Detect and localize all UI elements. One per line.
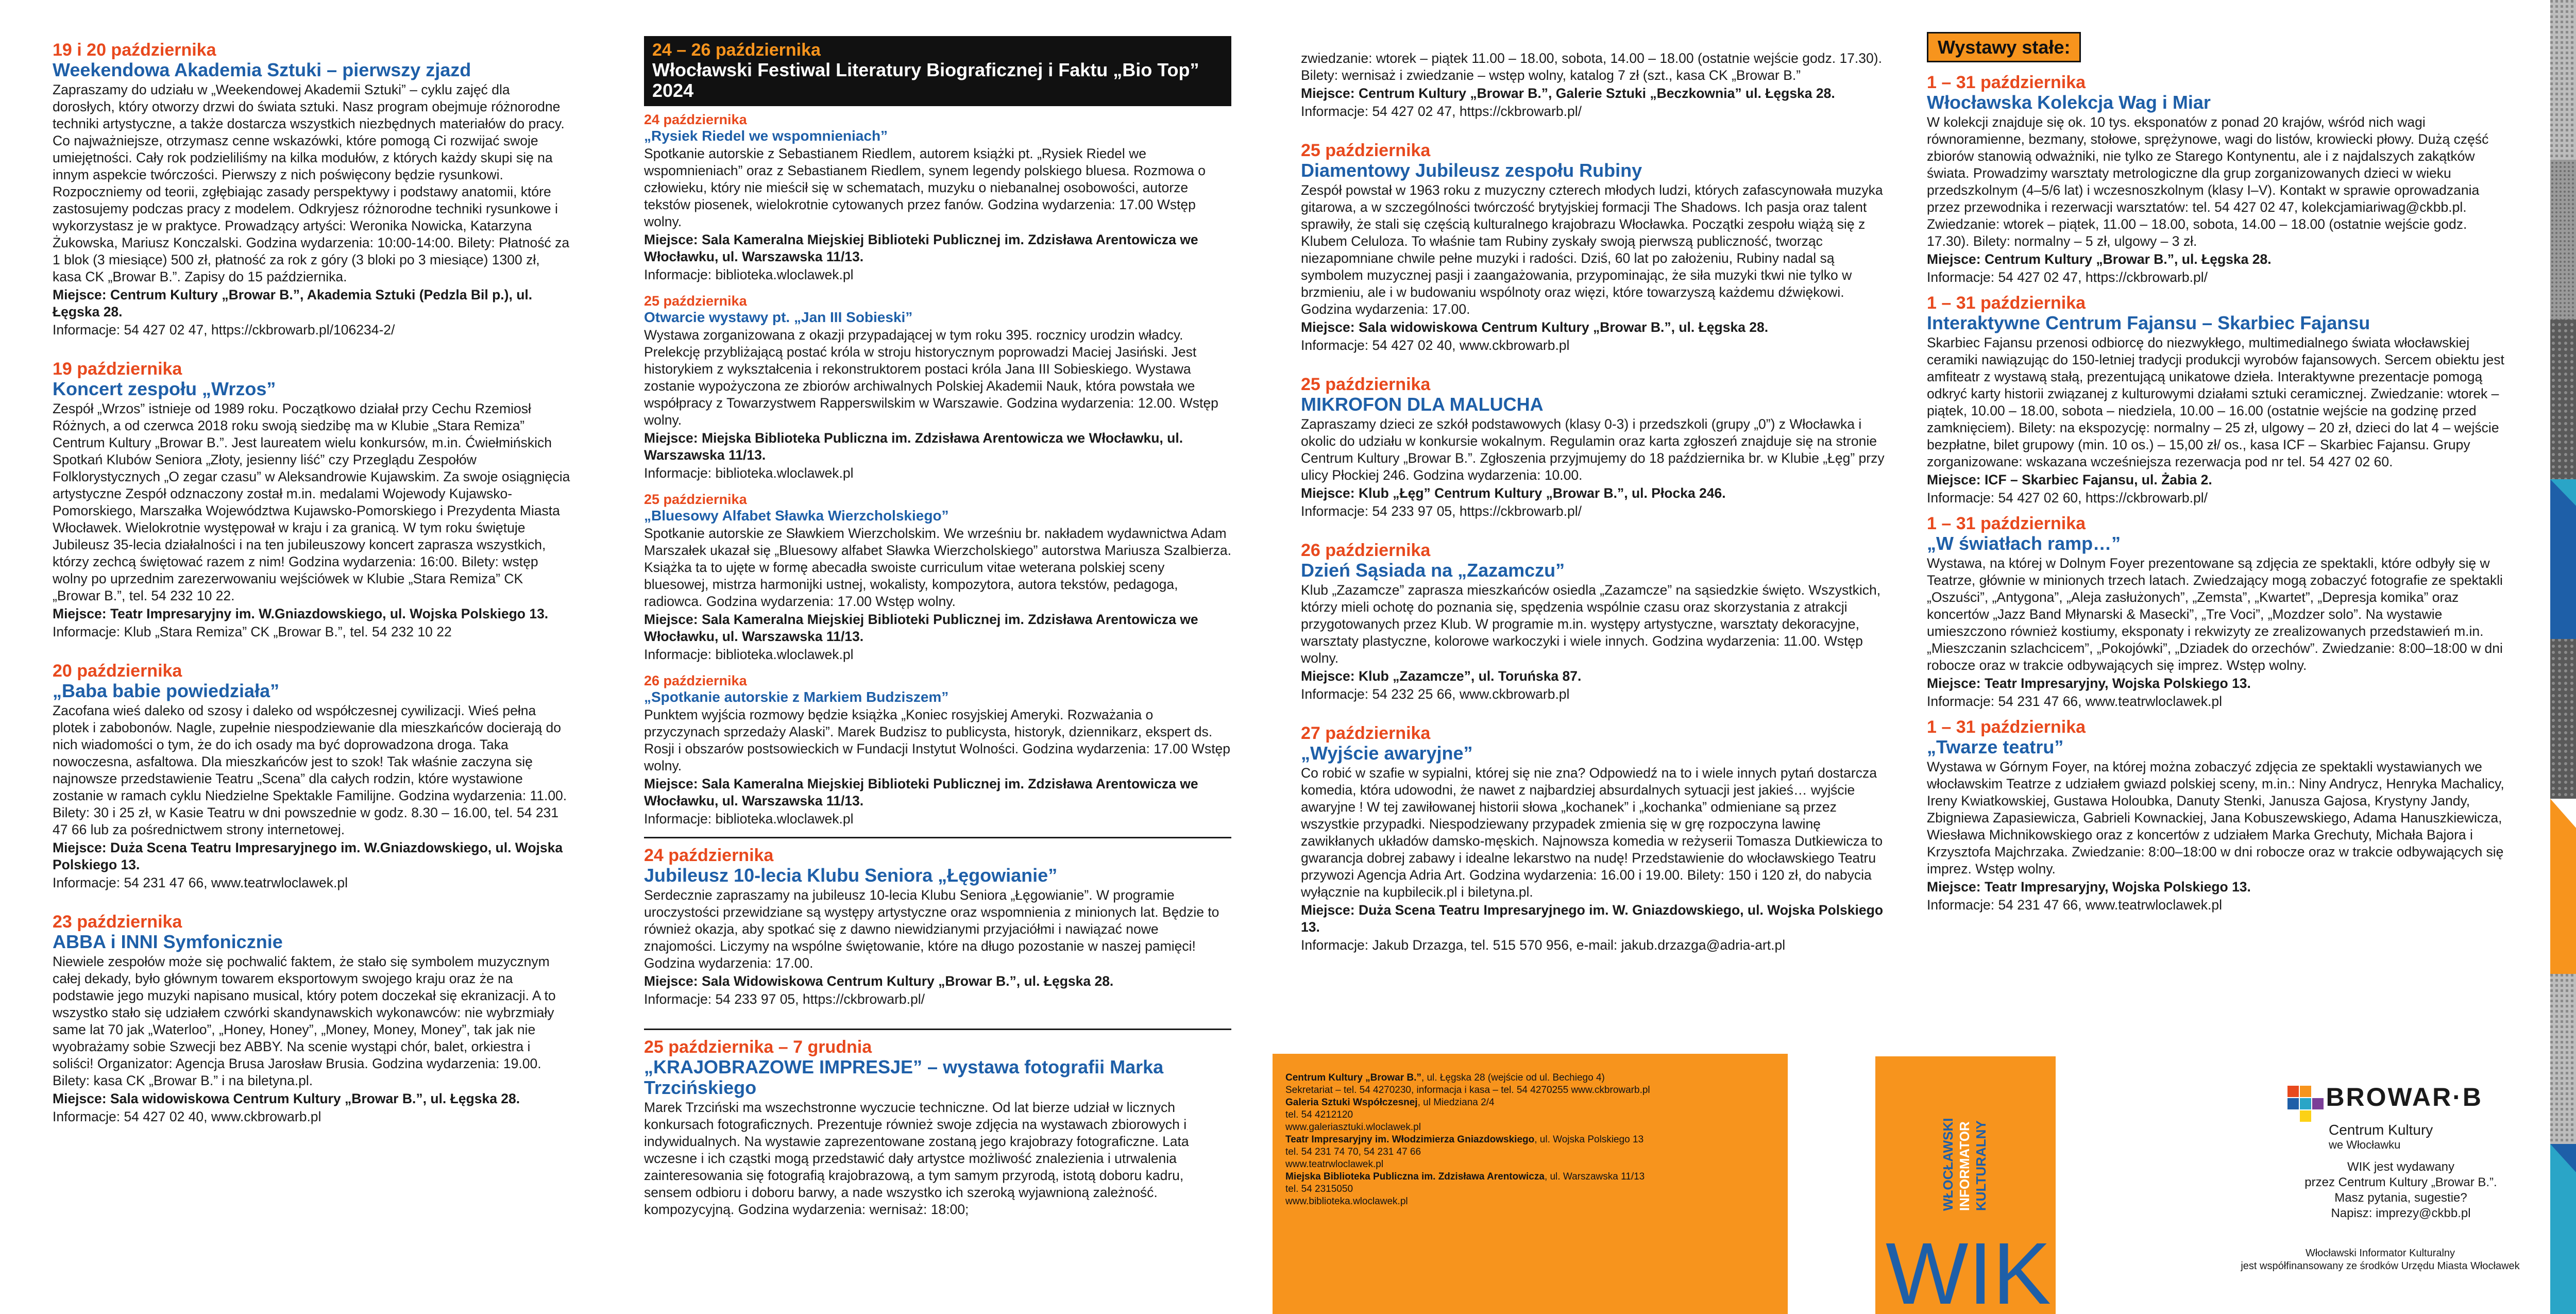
- blue-triangle: [2550, 479, 2576, 639]
- event-title: Dzień Sąsiada na „Zazamczu”: [1301, 560, 1565, 581]
- event-place: Miejsce: Sala Kameralna Miejskiej Biblioteki Publicznej im. Zdzisława Arentowicza we Włocławku, ul. Warszawska 11/13.: [644, 776, 1198, 808]
- event-info: Informacje: 54 427 02 47, https://ckbrowarb.pl/: [1927, 269, 2208, 285]
- column-3: [1301, 49, 1888, 974]
- event-date: 1 – 31 października: [1927, 514, 2086, 533]
- footer-line: www.teatrwloclawek.pl: [1285, 1159, 1384, 1170]
- column-4: [1927, 32, 2512, 921]
- event-body: Co robić w szafie w sypialni, której się nie zna? Odpowiedź na to i wiele innych pytań dostarcza komedia, która udowodni, że nawet z najbardziej absurdalnych sytuacji jest jakieś… wyjście awaryjne ! W tej zawiłowanej historii słowa „kochanek” i „kochanka” odmieniane są przez wszystkie przypadki. Niespodziewany przypadek zmienia się w grę rozpoczyna lawinę zawikłanych układów damsko-męskich. Najnowsza komedia w reżyserii Tomasza Dutkiewicza to gwarancja dobrej zabawy i idealne lekarstwo na nudę! Przedstawienie do włocławskiego Teatru przywozi Agencja Adria Art. Godzina wydarzenia: 16.00 i 19.00. Bilety: 150 i 120 zł, do nabycia wyłącznie na kupbilecik.pl i biletyna.pl.: [1301, 765, 1883, 900]
- footer-line: Centrum Kultury „Browar B.”, ul. Łęgska 28 (wejście od ul. Bechiego 4): [1285, 1072, 1605, 1083]
- event-date: 27 października: [1301, 723, 1431, 743]
- footer-line: www.galeriasztuki.wloclawek.pl: [1285, 1122, 1421, 1133]
- event-info: Informacje: biblioteka.wloclawek.pl: [644, 811, 854, 827]
- events-list-4: [1927, 73, 2512, 914]
- footer-line: Teatr Impresaryjny im. Włodzimierza Gniazdowskiego, ul. Wojska Polskiego 13: [1285, 1134, 1644, 1145]
- event-body: Serdecznie zapraszamy na jubileusz 10-lecia Klubu Seniora „Łęgowianie”. W programie uroczystości przewidziane są występy artystyczne oraz wspomnienia z minionych lat. Będzie to również okazja, aby spotkać się z dawno niewidzianymi przyjaciółmi i nawiązać nowe znajomości. Liczymy na wspólne świętowanie, które na długo pozostanie w naszej pamięci! Godzina wydarzenia: 17.00.: [644, 887, 1219, 971]
- event-info: Informacje: 54 232 25 66, www.ckbrowarb.pl: [1301, 686, 1570, 702]
- photo-tile: [2550, 974, 2576, 1144]
- event-date: 19 i 20 października: [53, 40, 216, 60]
- event-place: Miejsce: Duża Scena Teatru Impresaryjnego im. W. Gniazdowskiego, ul. Wojska Polskiego 13.: [1301, 902, 1884, 935]
- events-list-3: [1301, 141, 1888, 954]
- wik-small-v3: KULTURALNY: [1973, 1120, 1989, 1211]
- footer-addresses: [1285, 1072, 1847, 1208]
- event: [1927, 514, 2512, 710]
- contact-line-4[interactable]: Napisz: imprezy@ckbb.pl: [2331, 1206, 2471, 1220]
- funding-note: [2164, 1247, 2576, 1273]
- event-date: 24 października: [644, 112, 747, 127]
- event-body: Spotkanie autorskie z Sebastianem Riedlem, autorem książki pt. „Rysiek Riedel we wspomnieniach” oraz z Sebastianem Riedlem, synem legendy polskiego bluesa. Rozmowa o człowieku, który nie mieścił się w schematach, muzyku o niebanalnej osobowości, autorze tekstów piosenek, wielokrotnie cytowanych przez fanów. Godzina wydarzenia: 17.00 Wstęp wolny.: [644, 146, 1206, 229]
- funding-line-2: jest współfinansowany ze środków Urzędu Miasta Włocławek: [2241, 1260, 2520, 1272]
- event-date: 26 października: [1301, 541, 1431, 560]
- event-body: Zacofana wieś daleko od szosy i daleko od współczesnej cywilizacji. Wieś pełna plotek i zabobonów. Nagle, zupełnie niespodziewanie dla mieszkańców docierają do nich wiadomości o tym, że do ich osady ma być doprowadzona droga. Taka nowoczesna, asfaltowa. Dla mieszkańców jest to szok! Tak właśnie zaczyna się najnowsze przedstawienie Teatru „Scena” dla całych rodzin, które wystawione zostanie w ramach cyklu Niedzielne Spektakle Familijne. Godzina wydarzenia: 11.00. Bilety: 30 i 25 zł, w Kasie Teatru w dni powszednie w godz. 8.30 – 16.00, tel. 54 231 47 66 lub za pośrednictwem strony internetowej.: [53, 703, 567, 837]
- event-date: 25 października: [644, 492, 747, 507]
- event-title: „Wyjście awaryjne”: [1301, 743, 1473, 764]
- event-info: Informacje: 54 231 47 66, www.teatrwloclawek.pl: [1927, 897, 2222, 913]
- event-place: Miejsce: Miejska Biblioteka Publiczna im. Zdzisława Arentowicza we Włocławku, ul. Warszawska 11/13.: [644, 430, 1183, 463]
- permanent-exhibitions-heading: Wystawy stałe:: [1927, 32, 2081, 62]
- photo-tile: [2550, 639, 2576, 799]
- event-body: Wystawa, na której w Dolnym Foyer prezentowane są zdjęcia ze spektakli, które odbyły się w Teatrze, głównie w minionych trzech latach. Zwiedzający mogą zobaczyć fotografie ze spektakli „Oszuści”, „Antygona”, „Aleja zasłużonych”, „Zemsta”, „Kwartet”, „Depresja komika” oraz koncertów „Jazz Band Młynarski & Masecki”, „Tre Voci”, „Mozdzer solo”. Na wystawie umieszczono również kostiumy, eksponaty i rekwizyty ze zrealizowanych przedstawień m.in. „Mieszczanin szlachcicem”, „Pokojówki”, „Dziadek do orzechów”. Zwiedzanie: 8:00–18:00 w dni robocze oraz w trakcie odbywających się imprez. Wstęp wolny.: [1927, 555, 2503, 673]
- orange-tile: [2550, 799, 2576, 974]
- event: [53, 912, 570, 1125]
- event-title: Koncert zespołu „Wrzos”: [53, 378, 276, 399]
- festival-title: Włocławski Festiwal Literatury Biograficznej i Faktu „Bio Top” 2024: [652, 59, 1199, 101]
- event-date: 25 października: [644, 293, 747, 309]
- event-date: 1 – 31 października: [1927, 717, 2086, 737]
- event-title: „Spotkanie autorskie z Markiem Budziszem”: [644, 689, 949, 705]
- event-date: 23 października: [53, 912, 182, 932]
- festival-date: 24 – 26 października: [652, 40, 821, 60]
- event-title: Włocławska Kolekcja Wag i Miar: [1927, 92, 2211, 113]
- event-info: Informacje: 54 427 02 47, https://ckbrowarb.pl/106234-2/: [53, 322, 395, 338]
- contact-line-2: przez Centrum Kultury „Browar B.”.: [2304, 1175, 2497, 1189]
- event-place: Miejsce: Klub „Łęg” Centrum Kultury „Browar B.”, ul. Płocka 246.: [1301, 485, 1726, 501]
- brand-name: BROWAR·B: [2326, 1083, 2483, 1111]
- contact-block: [2257, 1159, 2545, 1221]
- event-place: Miejsce: Duża Scena Teatru Impresaryjnego im. W.Gniazdowskiego, ul. Wojska Polskiego 13.: [53, 840, 563, 872]
- event-info: Informacje: biblioteka.wloclawek.pl: [644, 267, 854, 282]
- event: [1927, 73, 2512, 286]
- event-title: „Rysiek Riedel we wspomnieniach”: [644, 128, 888, 144]
- event-body: Wystawa zorganizowana z okazji przypadającej w tym roku 395. rocznicy urodzin władcy. Prelekcję przybliżającą postać króla w stroju historycznym poprowadzi Maciej Jasiński. Jest historykiem z wykształcenia i rekonstruktorem postaci króla Jana III Sobieskiego. Wystawa zostanie wypożyczona ze zbiorów archiwalnych Polskiej Akademii Nauk, która powstała we współpracy z Towarzystwem Rapperswilskim w Warszawie. Godzina wydarzenia: 12.00. Wstęp wolny.: [644, 327, 1218, 428]
- event-body: Zespół „Wrzos” istnieje od 1989 roku. Początkowo działał przy Cechu Rzemiosł Różnych, a od czerwca 2018 roku swoją siedzibę ma w Klubie „Stara Remiza” Centrum Kultury „Browar B.”. Jest laureatem wielu konkursów, m.in. Ćwiełmińskich Spotkań Klubów Seniora „Złoty, jesienny liść” czy Przeglądu Zespołów Folklorystycznych „O zegar czasu” w Aleksandrowie Kujawskim. Za swoje osiągnięcia artystyczne Zespół odznaczony został m.in. medalami Wojewody Kujawsko-Pomorskiego, Marszałka Województwa Kujawsko-Pomorskiego i Prezydenta Miasta Włocławek. Wielokrotnie występował w kraju i za granicą. W tym roku świętuje Jubileusz 35-lecia działalności i na ten jubileuszowy koncert zaprasza wszystkich, którzy zechcą świętować razem z nim! Godzina wydarzenia: 16:00. Bilety: wstęp wolny po uprzednim zarezerwowaniu wejściówek w Klubie „Stara Remiza” CK „Browar B.”, tel. 54 232 10 22.: [53, 401, 570, 603]
- event: [644, 111, 1231, 283]
- footer-line: Galeria Sztuki Współczesnej, ul Miedziana 2/4: [1285, 1097, 1495, 1108]
- event-info: Informacje: Jakub Drzazga, tel. 515 570 956, e-mail: jakub.drzazga@adria-art.pl: [1301, 937, 1786, 953]
- event-body: Spotkanie autorskie ze Sławkiem Wierzcholskim. We wrześniu br. nakładem wydawnictwa Adam Marszałek ukazał się „Bluesowy alfabet Sławka Wierzcholskiego” autorstwa Mariusza Szalbierza. Książka ta to ujęte w formę abecadła swoiste curriculum vitae weterana polskiej sceny bluesowej, mistrza harmonijki ustnej, wokalisty, kompozytora, autora tekstów, pedagoga, radiowca. Godzina wydarzenia: 17.00 Wstęp wolny.: [644, 526, 1231, 609]
- event-title: „KRAJOBRAZOWE IMPRESJE” – wystawa fotografii Marka Trzcińskiego: [644, 1056, 1164, 1098]
- festival-events: [644, 111, 1231, 828]
- event: [644, 846, 1231, 1008]
- events-list-1: [53, 40, 570, 1125]
- event-place: Miejsce: Centrum Kultury „Browar B.”, Akademia Sztuki (Pedzla Bil p.), ul. Łęgska 28.: [53, 287, 533, 319]
- event-title: „Bluesowy Alfabet Sławka Wierzcholskiego”: [644, 508, 949, 524]
- column-1: [53, 40, 570, 1146]
- photo-tile: [2550, 319, 2576, 479]
- funding-line-1: Włocławski Informator Kulturalny: [2305, 1248, 2455, 1259]
- wik-small-letters: WIK: [1886, 1225, 2052, 1314]
- event-info: Informacje: Klub „Stara Remiza” CK „Browar B.”, tel. 54 232 10 22: [53, 624, 452, 639]
- event: [644, 672, 1231, 828]
- event-info: Informacje: 54 233 97 05, https://ckbrowarb.pl/: [1301, 503, 1582, 519]
- brand-sub2: we Włocławku: [2329, 1138, 2401, 1151]
- event-title: Diamentowy Jubileusz zespołu Rubiny: [1301, 160, 1642, 181]
- event: [644, 293, 1231, 482]
- event-place: Miejsce: Sala Kameralna Miejskiej Biblioteki Publicznej im. Zdzisława Arentowicza we Włocławku, ul. Warszawska 11/13.: [644, 232, 1198, 264]
- event-info: Informacje: biblioteka.wloclawek.pl: [644, 465, 854, 481]
- event-info: Informacje: 54 427 02 60, https://ckbrowarb.pl/: [1927, 490, 2208, 506]
- brand-sub1: Centrum Kultury: [2329, 1121, 2433, 1138]
- event-body: Marek Trzciński ma wszechstronne wyczucie techniczne. Od lat bierze udział w licznych konkursach fotograficznych. Prezentuje również swoje zdjęcia na wystawach zbiorowych i indywidualnych. Na wystawie zaprezentowane zostaną jego krajobrazy fotograficzne. Lata wczesne i ich cząstki mogą przedstawić dały artystce możliwość znalezienia i utrwalenia zainteresowania się fotografią krajobrazową, a tym samym przyrodą, istotą doboru kadru, sensem odbioru i doboru barwy, a nade wszystko ich szeroką wyjawnioną zależność. kompozycyjną. Godzina wydarzenia: wernisaż: 18:00;: [644, 1100, 1189, 1217]
- event-info: Informacje: 54 233 97 05, https://ckbrowarb.pl/: [644, 991, 925, 1007]
- photo-grid: [2550, 0, 2576, 1314]
- event-info: Informacje: 54 231 47 66, www.teatrwloclawek.pl: [53, 875, 348, 890]
- event-body: Punktem wyjścia rozmowy będzie książka „Koniec rosyjskiej Ameryki. Rozważania o przyczynach sprzedaży Alaski”. Marek Budzisz to publicysta, historyk, dziennikarz, ekspert ds. Rosji i obszarów postsowieckich w Fundacji Instytut Wolności. Godzina wydarzenia: 17.00 Wstęp wolny.: [644, 707, 1231, 773]
- event: [53, 661, 570, 891]
- event-date: 1 – 31 października: [1927, 73, 2086, 92]
- event-place: Miejsce: Centrum Kultury „Browar B.”, Galerie Sztuki „Beczkownia” ul. Łęgska 28.: [1301, 86, 1835, 101]
- event-place: Miejsce: Centrum Kultury „Browar B.”, ul. Łęgska 28.: [1927, 251, 2272, 267]
- event-body: zwiedzanie: wtorek – piątek 11.00 – 18.00, sobota, 14.00 – 18.00 (ostatnie wejście godz. 17.30). Bilety: wernisaż i zwiedzanie – wstęp wolny, katalog 7 zł (szt., kasa CK „Browar B.”: [1301, 50, 1882, 83]
- footer-line: Sekretariat – tel. 54 4270230, informacja i kasa – tel. 54 4270255 www.ckbrowarb.pl: [1285, 1085, 1650, 1096]
- event-place: Miejsce: Teatr Impresaryjny, Wojska Polskiego 13.: [1927, 676, 2251, 691]
- event-title: MIKROFON DLA MALUCHA: [1301, 394, 1544, 415]
- event-place: Miejsce: Sala widowiskowa Centrum Kultury „Browar B.”, ul. Łęgska 28.: [1301, 319, 1769, 335]
- event-title: „Baba babie powiedziała”: [53, 680, 280, 701]
- event-place: Miejsce: Sala Widowiskowa Centrum Kultury „Browar B.”, ul. Łęgska 28.: [644, 973, 1114, 989]
- footer-line: Miejska Biblioteka Publiczna im. Zdzisława Arentowicza, ul. Warszawska 11/13: [1285, 1171, 1645, 1182]
- event-info: Informacje: 54 427 02 40, www.ckbrowarb.pl: [1301, 338, 1570, 353]
- event: [1301, 541, 1888, 703]
- event-date: 26 października: [644, 673, 747, 688]
- event-body: Wystawa w Górnym Foyer, na której można zobaczyć zdjęcia ze spektakli wystawianych we włocławskim Teatrze z udziałem gwiazd polskiej sceny, m.in.: Niny Andrycz, Henryka Machalicy, Ireny Kwiatkowskiej, Gustawa Holoubka, Danuty Stenki, Janusza Gajosa, Krystyny Jandy, Zbigniewa Zapasiewicza, Gabrieli Kownackiej, Jana Kobuszewskiego, Adama Hanuszkiewicza, Wiesława Michnikowskiego oraz z koncertów z udziałem Marka Grechuty, Michała Bajora i Krzysztofa Majchrzaka. Zwiedzanie: 8:00–18:00 w dni robocze oraz w trakcie odbywających się imprez. Wstęp wolny.: [1927, 759, 2504, 877]
- event: [1301, 141, 1888, 354]
- event-date: 25 października – 7 grudnia: [644, 1037, 872, 1057]
- event-date: 25 października: [1301, 141, 1431, 160]
- event-info: Informacje: 54 427 02 40, www.ckbrowarb.pl: [53, 1109, 321, 1124]
- divider: [644, 1029, 1231, 1030]
- event: [1927, 717, 2512, 914]
- event-body: Zapraszamy dzieci ze szkół podstawowych (klasy 0-3) i przedszkoli (grupy „0”) z Włocławka i okolic do udziału w konkursie wokalnym. Regulamin oraz karta zgłoszeń znajduje się na stronie Centrum Kultury „Browar B.”. Zgłoszenia przyjmujemy do 18 października br. w Klubie „Łęg” przy ulicy Płockiej 246. Godzina wydarzenia: 10.00.: [1301, 416, 1885, 483]
- event-place: Miejsce: Sala Kameralna Miejskiej Biblioteki Publicznej im. Zdzisława Arentowicza we Włocławku, ul. Warszawska 11/13.: [644, 612, 1198, 644]
- events-list-2: [644, 846, 1231, 1218]
- event-title: Otwarcie wystawy pt. „Jan III Sobieski”: [644, 309, 913, 325]
- event-title: Weekendowa Akademia Sztuki – pierwszy zjazd: [53, 59, 471, 80]
- event-title: „W światłach ramp…”: [1927, 533, 2121, 554]
- event-date: 20 października: [53, 661, 182, 681]
- teal-triangle: [2550, 1144, 2576, 1314]
- event-date: 1 – 31 października: [1927, 293, 2086, 313]
- event-place: Miejsce: Teatr Impresaryjny, Wojska Polskiego 13.: [1927, 879, 2251, 895]
- event-place: Miejsce: ICF – Skarbiec Fajansu, ul. Żabia 2.: [1927, 472, 2212, 487]
- event-body: Skarbiec Fajansu przenosi odbiorcę do niezwykłego, multimedialnego świata włocławskiej ceramiki nawiązując do 150-letniej tradycji produkcji wyrobów fajansowych. Sercem obiektu jest amfiteatr z wystawą stałą, prezentującą unikatowe dzieła. Interaktywne prezentacje pomogą odkryć karty historii związanej z kulturowymi działami sztuki ceramicznej. Zwiedzanie: wtorek – piątek, 10.00 – 18.00, sobota – niedziela, 10.00 – 16.00 (ostatnie wejście na godzinę przed zamknięciem). Bilety: na ekspozycję: normalny – 25 zł, ulgowy – 20 zł, dzieci do lat 4 – wejście bezpłatne, bilet grupowy (min. 10 os.) – 15,00 zł/ os., kasa ICF – Skarbiec Fajansu. Grupy zorganizowane: wskazana wcześniejsza rezerwacja pod nr tel. 54 427 02 60.: [1927, 335, 2504, 469]
- browar-b-icon: [2287, 1086, 2324, 1122]
- column-2: [644, 36, 1231, 1239]
- event: [1927, 293, 2512, 507]
- contact-line-3: Masz pytania, sugestie?: [2334, 1191, 2467, 1205]
- event-title: ABBA i INNI Symfonicznie: [53, 931, 283, 952]
- photo-tile: [2550, 160, 2576, 319]
- event-body: W kolekcji znajduje się ok. 10 tys. eksponatów z ponad 20 krajów, wśród nich wagi równoramienne, bezmany, stołowe, sprężynowe, wagi do listów, krowiecki płowy. Dużą część zbiorów stanowią odważniki, nie tylko ze Starego Kontynentu, ale i z najdalszych zakątków świata. Prowadzimy warsztaty metrologiczne dla grup zorganizowanych dzieci w wieku przedszkolnym (4–5/6 lat) i wczesnoszkolnym (klasy I–V). Kontakt w sprawie oprowadzania przez przewodnika i rezerwacji warsztatów: tel. 54 427 02 47, kolekcjamiariwag@ckbb.pl. Zwiedzanie: wtorek – piątek, 11.00 – 18.00, sobota, 14.00 – 18.00 (ostatnie wejście godz. 17.30). Bilety: normalny – 5 zł, ulgowy – 3 zł.: [1927, 114, 2489, 249]
- event-body: Zapraszamy do udziału w „Weekendowej Akademii Sztuki” – cyklu zajęć dla dorosłych, który otworzy drzwi do świata sztuki. Nasz program obejmuje różnorodne techniki artystyczne, a także dostarcza wszystkich niezbędnych materiałów do pracy. Co najważniejsze, otrzymasz cenne wskazówki, które pomogą Ci rozwijać swoje umiejętności. Cały rok podzieliliśmy na kilka modułów, z których każdy skupi się na innym aspekcie twórczości. Pierwszy z nich poświęcony będzie rysunkowi. Rozpoczniemy od teorii, zgłębiając zasady perspektywy i podstawy anatomii, które zastosujemy podczas pracy z modelem. Odkryjesz różnorodne techniki rysunkowe i wykorzystasz je w praktyce. Prowadzący artyści: Weronika Nowicka, Katarzyna Żukowska, Mariusz Konczalski. Godzina wydarzenia: 10:00-14:00. Bilety: Płatność za 1 blok (3 miesiące) 500 zł, płatność za rok z góry (3 bloki po 3 miesiące) 1300 zł, kasa CK „Browar B.”. Zapisy do 15 października.: [53, 82, 570, 284]
- event: [1301, 723, 1888, 954]
- event: [644, 1037, 1231, 1218]
- event: [644, 491, 1231, 663]
- wik-small-v2: INFORMATOR: [1957, 1121, 1972, 1211]
- event-body: Klub „Zazamcze” zaprasza mieszkańców osiedla „Zazamcze” na sąsiedzkie święto. Wszystkich, którzy mieli ochotę do poznania się, spędzenia wspólnie czasu oraz skorzystania z atrakcji przygotowanych przez Klub. W programie m.in. występy artystyczne, warsztaty dekoracyjne, warsztaty plastyczne, kolorowe warkoczyki i wiele innych. Godzina wydarzenia: 11.00. Wstęp wolny.: [1301, 582, 1881, 666]
- event-title: Jubileusz 10-lecia Klubu Seniora „Łęgowianie”: [644, 865, 1058, 886]
- footer-line: tel. 54 4212120: [1285, 1109, 1353, 1120]
- divider: [644, 837, 1231, 838]
- event-date: 19 października: [53, 359, 182, 379]
- event-info: Informacje: 54 231 47 66, www.teatrwloclawek.pl: [1927, 694, 2222, 709]
- event-info: Informacje: biblioteka.wloclawek.pl: [644, 647, 854, 662]
- footer-line: tel. 54 2315050: [1285, 1184, 1353, 1194]
- event-body: Niewiele zespołów może się pochwalić faktem, że stało się symbolem muzycznym całej dekady, było głównym towarem eksportowym swojego kraju oraz że na podstawie jego muzyki napisano musical, który potem doczekał się ekranizacji. A to wszystko stało się udziałem czwórki skandynawskich wykonawców: nie wybrzmiały same lat 70 jak „Waterloo”, „Honey, Honey”, „Money, Money, Money”, tak jak nie wyobrażamy sobie Szwecji bez ABBY. Na scenie wystąpi chór, balet, orkiestra i soliści! Organizator: Agencja Brusa Jarosław Brusia. Godzina wydarzenia: 19.00. Bilety: kasa CK „Browar B.” i na biletyna.pl.: [53, 954, 556, 1088]
- event-info: Informacje: 54 427 02 47, https://ckbrowarb.pl/: [1301, 104, 1582, 119]
- footer-line: tel. 54 231 74 70, 54 231 47 66: [1285, 1147, 1421, 1157]
- browar-b-logo: [2287, 1082, 2514, 1152]
- event: [53, 359, 570, 641]
- contact-line-1: WIK jest wydawany: [2347, 1160, 2455, 1174]
- photo-tile: [2550, 0, 2576, 160]
- event-date: 24 października: [644, 846, 774, 865]
- event-body: Zespół powstał w 1963 roku z muzyczny czterech młodych ludzi, których zafascynowała muzyka gitarowa, a w szczególności twórczość brytyjskiej formacji The Shadows. Ich pasja oraz talent sprawiły, że stali się częścią kulturalnego krajobrazu Włocławka. Początki zespołu wiążą się z Klubem Celuloza. To właśnie tam Rubiny zyskały swoją pierwszą publiczność, tworząc niezapomniane chwile pełne muzyki i radości. Dziś, 60 lat po założeniu, Rubiny nadal są symbolem muzycznej pasji i zaangażowania, przypominając, że siła muzyki tkwi nie tylko w brzmieniu, ale i w budowaniu wspólnoty oraz więzi, które towarzyszą każdemu dźwiękowi. Godzina wydarzenia: 17.00.: [1301, 182, 1883, 317]
- event-place: Miejsce: Sala widowiskowa Centrum Kultury „Browar B.”, ul. Łęgska 28.: [53, 1091, 520, 1106]
- event-date: 25 października: [1301, 375, 1431, 394]
- event-place: Miejsce: Klub „Zazamcze”, ul. Toruńska 87.: [1301, 668, 1582, 684]
- event: [53, 40, 570, 339]
- festival-header: [644, 36, 1231, 106]
- wik-small-v1: WŁOCŁAWSKI: [1940, 1118, 1956, 1211]
- event-place: Miejsce: Teatr Impresaryjny im. W.Gniazdowskiego, ul. Wojska Polskiego 13.: [53, 606, 549, 621]
- footer-line: www.biblioteka.wloclawek.pl: [1285, 1196, 1408, 1207]
- event-title: „Twarze teatru”: [1927, 736, 2064, 757]
- continued-event: [1301, 50, 1888, 120]
- wik-small-logo: [1875, 1056, 2056, 1314]
- event: [1301, 375, 1888, 520]
- event-title: Interaktywne Centrum Fajansu – Skarbiec Fajansu: [1927, 312, 2370, 333]
